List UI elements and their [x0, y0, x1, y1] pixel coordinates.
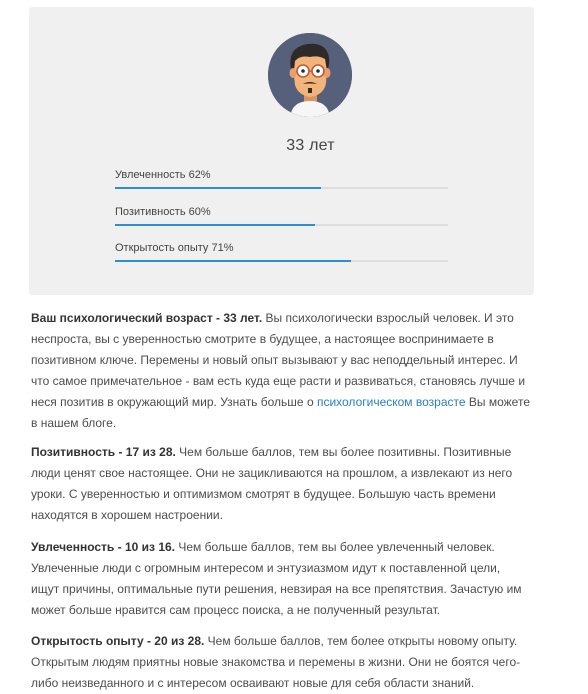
paragraph-openness — [31, 631, 531, 694]
paragraph-text: Чем больше баллов, тем вы более увлеченный человек. Увлеченные люди с огромным интересом и энтузиазмом идут к поставленной цели, ищут причины, оптимальные пути решения, невзирая на все препятствия. Зачастую им может больше нравится сам процесс поиска, а не полученный результат. — [31, 540, 522, 617]
paragraph-heading: Позитивность - 17 из 28. — [31, 445, 176, 459]
metric-label: Открытость опыту 71% — [115, 242, 234, 254]
progress-track — [115, 260, 448, 262]
metric-label: Позитивность 60% — [115, 206, 211, 218]
paragraph-text: Вы психологически взрослый человек. И это неспроста, вы с уверенностью смотрите в будущее, а настоящее воспринимаете в позитивном ключе. Перемены и новый опыт вызывают у вас неподдельный интерес. И что самое примечательное - вам есть куда еще расти и развиваться, становясь лучше и неся позитив в окружающий мир. Узнать больше о — [31, 311, 526, 409]
paragraph-text: Чем больше баллов, тем более открыты новому опыту. Открытым людям приятны новые знакомства и перемены в жизни. Они не боятся чего-либо неизведанного и с интересом осваивают новые для себя области знаний. — [31, 634, 521, 690]
paragraph-heading: Увлеченность - 10 из 16. — [31, 540, 176, 554]
progress-track — [115, 187, 448, 189]
progress-track — [115, 224, 448, 226]
progress-fill — [115, 224, 315, 226]
paragraph-age — [31, 308, 531, 434]
paragraph-text: Чем больше баллов, тем вы более позитивны. Позитивные люди ценят свое настоящее. Они не зацикливаются на прошлом, а извлекают из него уроки. С уверенностью и оптимизмом смотрят в будущее. Большую часть времени находятся в хорошем настроении. — [31, 445, 513, 522]
paragraph-heading: Ваш психологический возраст - 33 лет. — [31, 311, 263, 325]
age-title: 33 лет — [286, 137, 335, 154]
metric-label: Увлеченность 62% — [115, 169, 211, 181]
progress-fill — [115, 187, 321, 189]
paragraph-enthusiasm — [31, 537, 531, 621]
metric-enthusiasm — [115, 168, 448, 189]
psych-age-link[interactable]: психологическом возрасте — [316, 395, 466, 409]
paragraph-heading: Открытость опыту - 20 из 28. — [31, 634, 205, 648]
metric-positivity — [115, 205, 448, 226]
paragraph-positivity — [31, 442, 531, 526]
paragraph-text: Вы можете в нашем блоге. — [31, 395, 530, 430]
avatar — [268, 33, 352, 117]
metric-openness — [115, 241, 448, 262]
avatar-illustration — [268, 33, 352, 117]
progress-fill — [115, 260, 351, 262]
